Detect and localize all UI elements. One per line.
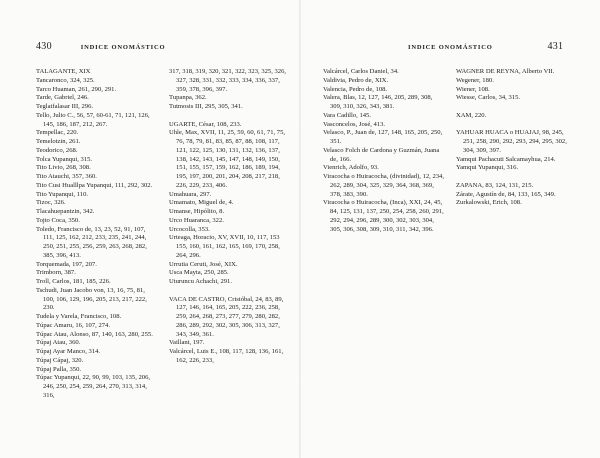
index-entry: Túpaj Cápaj, 320. <box>36 356 84 364</box>
index-entry: Usca Mayta, 250, 285. <box>169 269 229 277</box>
index-entry: Umahuara, 297. <box>169 190 212 198</box>
index-entry: Tello, Julio C., 56, 57, 60-61, 71, 121, 126, 145, 186, 187, 212, 267. <box>36 111 150 128</box>
index-entry: Urteaga, Horacio, XV, XVII, 10, 117, 153 155, 160, 161, 162, 165, 169, 170, 258, 264, 296. <box>169 234 280 259</box>
index-entry: Velasco Folch de Cardona y Guzmán, Juana de, 166. <box>323 146 440 163</box>
index-column-2 <box>169 68 287 366</box>
index-entry: Tarde, Gabriel, 246. <box>36 94 89 102</box>
index-entry: Túpac Amaru, 16, 107, 274. <box>36 321 110 329</box>
index-entry: Tarco Huaman, 261, 290, 291. <box>36 85 117 93</box>
index-entry: Valcárcel, Luis E., 108, 117, 128, 136, 161, 162, 226, 233, <box>169 348 284 364</box>
index-column-3 <box>323 68 445 234</box>
index-entry: 317, 318, 319, 320, 321, 322, 323, 325, 326, 327, 328, 331, 332, 333, 334, 336, 337, 359, 378, 396, 397. <box>169 68 287 93</box>
index-entry: Túpaj Atau, 360. <box>36 339 81 347</box>
index-entry: Velasco, P., Juan de, 127, 148, 165, 205, 250, 351. <box>323 129 443 145</box>
index-entry: Túpaj Palla, 350. <box>36 365 82 373</box>
index-entry: WAGNER DE REYNA, Alberto VII. <box>456 68 555 75</box>
index-entry: Tolca Yupanqui, 315. <box>36 155 93 163</box>
book-gutter <box>299 0 301 458</box>
left-running-title: INDICE ONOMÁSTICO <box>80 44 166 51</box>
index-entry: Tancaronco, 324, 325. <box>36 76 95 84</box>
index-entry: Valencia, Pedro de, 108. <box>323 85 388 93</box>
index-entry: Tutmosis III, 295, 305, 341. <box>169 103 243 110</box>
left-page-header <box>36 41 165 52</box>
index-entry: Wiesse, Carlos, 34, 315. <box>456 94 521 102</box>
index-entry: Teodorico, 268. <box>36 146 78 154</box>
index-entry: UGARTE, César, 108, 233. <box>169 120 242 128</box>
index-entry: Vara Cadillo, 145. <box>323 111 371 119</box>
index-entry: Toledo, Francisco de, 13, 23, 52, 91, 107, 111, 125, 162, 212, 233, 235, 241, 244, 250, 251, 255, 256, 259, 263, 268, 282, 385, 396, 413. <box>36 225 147 259</box>
index-entry: Troll, Carlos, 181, 185, 226. <box>36 278 111 285</box>
index-entry: Tito Cusi Hualllpa Yupanqui, 111, 292, 302. <box>36 181 153 189</box>
right-page-number: 431 <box>547 41 564 52</box>
index-column-1 <box>36 68 156 401</box>
index-entry: Zurkalowski, Erich, 108. <box>456 199 522 207</box>
index-entry: Tizoc, 326. <box>36 199 66 207</box>
index-entry: Yamqui Yupanqui, 316. <box>456 164 519 172</box>
index-entry: Túpac Yupanqui, 22, 90, 99, 103, 135, 206, 246, 250, 254, 259, 264, 270, 313, 314, 316, <box>36 374 151 399</box>
index-entry: Tudela y Varela, Francisco, 108. <box>36 313 122 320</box>
index-entry: Tito Atauchi, 357, 360. <box>36 173 97 180</box>
index-entry: Tschudi, Juan Jacobo von, 13, 16, 75, 81, 100, 106, 129, 196, 205, 213, 217, 222, 230. <box>36 286 147 312</box>
right-running-title: INDICE ONOMÁSTICO <box>408 44 493 51</box>
index-entry: Tupanpa, 362. <box>169 94 207 102</box>
index-entry: Urrutia Ceruti, José, XIX. <box>169 260 238 268</box>
index-entry: Trimborn, 387. <box>36 269 76 277</box>
index-entry: Uhle, Max, XVII, 11, 25, 59, 60, 61, 71, 75, 76, 78, 79, 81, 83, 85, 87, 88, 108, 117, 121, 122, 125, 130, 131, 132, 136, 137, 138, 142, 143, 145, 147, 148, 149, 150, 151, 155, 157, 159, 162, 186, 189, 194, 195, 197, 200, 201, 204, 208, 217, 218, 226, 229, 233, 406. <box>169 129 286 189</box>
index-entry: Tempellac, 220. <box>36 129 79 137</box>
index-entry: ZAPANA, 83, 124, 131, 215. <box>456 181 534 189</box>
index-entry: Valdivia, Pedro de, XIX. <box>323 76 389 84</box>
index-entry: Valcárcel, Carlos Daniel, 34. <box>323 68 399 75</box>
index-entry: Temelotzin, 261. <box>36 138 81 145</box>
index-entry: Wiener, 108. <box>456 85 490 93</box>
index-entry: Tito Livio, 268, 308. <box>36 164 91 172</box>
index-entry: TALAGANTE, XIX <box>36 68 91 75</box>
index-column-4 <box>456 68 572 208</box>
index-entry: Valera, Blas, 12, 127, 146, 205, 289, 308, 309, 310, 326, 343, 381. <box>323 94 433 110</box>
index-entry: XAM, 220. <box>456 111 487 119</box>
index-entry: Umamato, Miguel de, 4. <box>169 199 234 207</box>
left-page-number: 430 <box>36 41 52 52</box>
index-entry: Tito Yupanqui, 110. <box>36 190 89 198</box>
index-entry: Viracocha o Huiracocha, (Inca), XXI, 24, 45, 84, 125, 131, 137, 250, 254, 258, 260, 291, 292, 294, 296, 289, 300, 302, 303, 304, 305, 306, 308, 309, 310, 311, 342, 396. <box>323 199 444 233</box>
index-entry: Tojto Coca, 350. <box>36 216 80 224</box>
index-entry: Vasconcelos, José, 413. <box>323 120 386 128</box>
index-entry: Wegener, 180. <box>456 76 494 84</box>
index-entry: Urcocolla, 353. <box>169 225 210 233</box>
index-entry: Umanse, Hipólito, 8. <box>169 208 225 215</box>
index-entry: YAHUAR HUACA o HUAJAJ, 98, 245, 251, 258, 290, 292, 293, 294, 295, 302, 304, 309, 397. <box>456 129 567 154</box>
index-entry: Túpaj Ayar Manco, 314. <box>36 348 101 355</box>
right-page-header <box>408 41 563 52</box>
index-entry: Vienrich, Adolfo, 93. <box>323 164 379 172</box>
index-entry: Teglatfalasar III, 296. <box>36 103 94 110</box>
index-entry: Uturuncu Achachi, 291. <box>169 278 232 285</box>
index-entry: Vaillant, 197. <box>169 339 205 347</box>
index-entry: Tlacahuepantzin, 342. <box>36 208 95 215</box>
index-entry: Viracocha o Huiracocha, (divinidad), 12, 234, 262, 289, 304, 325, 329, 364, 368, 369, 378, 383, 390. <box>323 173 444 198</box>
index-entry: Zárate, Agustín de, 84, 133, 165, 349. <box>456 190 556 198</box>
index-entry: Urco Huaranca, 322. <box>169 216 224 224</box>
index-entry: Torquemada, 197, 207. <box>36 260 97 268</box>
index-entry: Yamqui Pachacuti Salcamayhua, 214. <box>456 155 556 163</box>
index-entry: VACA DE CASTRO, Cristóbal, 24, 83, 89, 127, 146, 164, 165, 205, 222, 236, 258, 259, 264, 268, 273, 277, 279, 280, 282, 286, 289, 292, 302, 305, 306, 313, 327, 343, 349, 361. <box>169 295 284 338</box>
index-entry: Túpac Atau, Alonso, 87, 140, 163, 280, 255. <box>36 330 153 338</box>
